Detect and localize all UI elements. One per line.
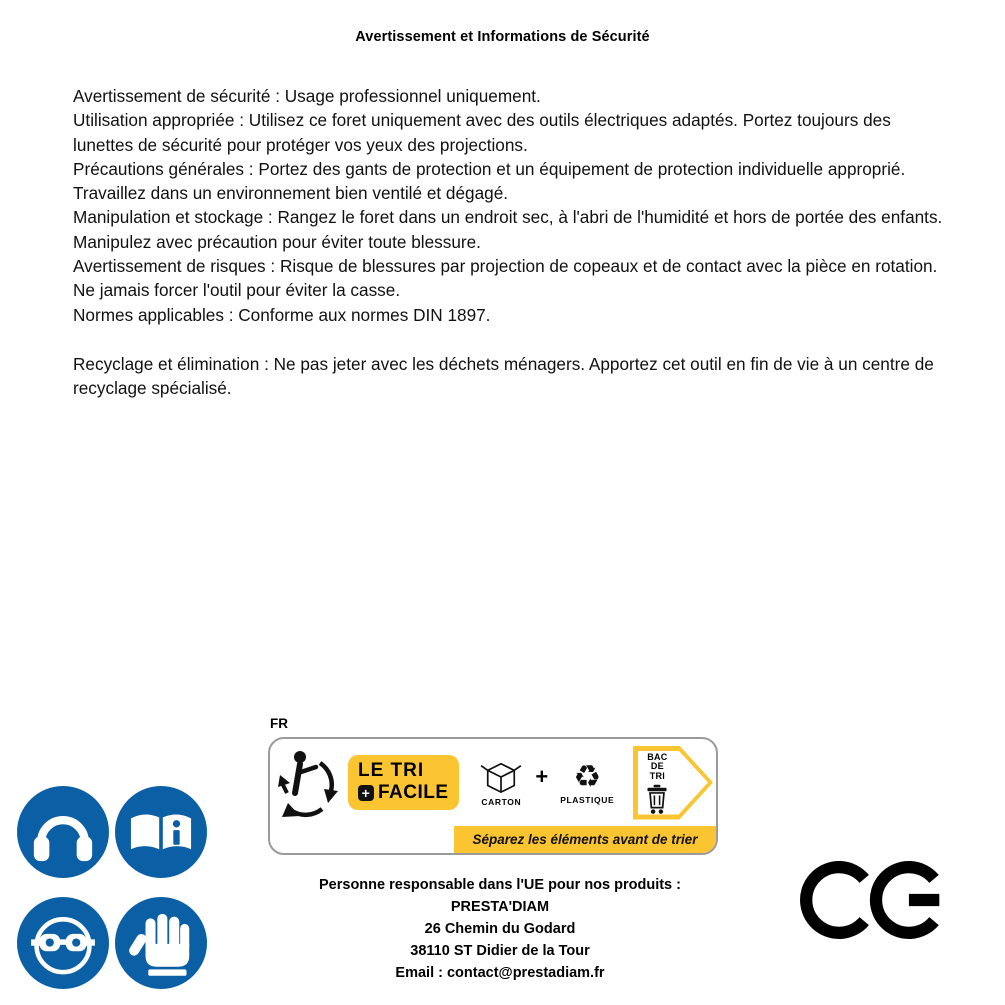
responsible-block — [250, 874, 750, 984]
cardboard-box-icon — [479, 759, 523, 795]
recycling-triangle-icon: ♻ — [573, 758, 602, 794]
bac-de-tri-tag — [633, 746, 713, 820]
mandatory-pictogram-grid — [17, 786, 207, 989]
recycling-info-label — [268, 737, 718, 855]
safety-paragraph: Précautions générales : Portez des gants de protection et un équipement de protection individuelle approprié. Travaillez dans un environnement bien ventilé et dégagé. — [73, 158, 906, 204]
waste-bin-icon — [644, 783, 670, 815]
email-line: Email : contact@prestadiam.fr — [395, 965, 605, 981]
carton-label: CARTON — [481, 796, 522, 807]
plastique-label: PLASTIQUE — [560, 794, 615, 805]
safety-paragraph: Utilisation appropriée : Utilisez ce foret uniquement avec des outils électriques adaptés. Portez toujours des lunettes de sécurité pour protéger vos yeux des projections. — [73, 110, 891, 155]
bac-content — [635, 753, 680, 821]
triman-recycling-icon — [276, 747, 340, 819]
safety-paragraph: Manipulation et stockage : Rangez le foret dans un endroit sec, à l'abri de l'humidité et hors de portée des enfants. Manipulez avec précaution pour éviter toute blessure. — [73, 207, 943, 252]
page-title: Avertissement et Informations de Sécurité — [355, 29, 650, 45]
address-line1: 26 Chemin du Godard — [424, 921, 576, 937]
responsible-heading: Personne responsable dans l'UE pour nos produits : — [319, 877, 681, 893]
pictogram-read-manual — [115, 786, 207, 878]
safety-paragraph: Avertissement de risques : Risque de blessures par projection de copeaux et de contact avec la pièce en rotation. Ne jamais forcer l'outil pour éviter la casse. — [73, 256, 938, 301]
fr-country-label: FR — [270, 716, 288, 731]
pictogram-eye-protection — [17, 897, 109, 989]
bac-label-line: TRI — [649, 770, 666, 781]
material-plastique — [560, 758, 615, 805]
plus-icon: + — [358, 785, 374, 801]
company-name: PRESTA'DIAM — [450, 899, 550, 915]
ce-marking-icon — [798, 850, 950, 950]
pictogram-protective-gloves — [115, 897, 207, 989]
pictogram-ear-protection — [17, 786, 109, 878]
safety-paragraph: Recyclage et élimination : Ne pas jeter avec les déchets ménagers. Apportez cet outil en fin de vie à un centre de recyclage spécialisé. — [73, 353, 934, 399]
read-instruction-manual-icon — [120, 791, 202, 873]
bac-label-line: BAC — [647, 751, 668, 762]
ce-mark — [798, 850, 950, 955]
facile-text: FACILE — [378, 782, 449, 803]
safety-paragraph: Avertissement de sécurité : Usage professionnel uniquement. — [73, 86, 541, 106]
recycling-label-top-row — [270, 739, 716, 826]
address-line2: 38110 ST Didier de la Tour — [410, 943, 590, 959]
le-tri-facile-logo — [348, 755, 459, 810]
sorting-tagline: Séparez les éléments avant de trier — [454, 826, 716, 853]
bac-label-line: DE — [650, 761, 664, 771]
plus-separator: + — [535, 763, 549, 789]
le-tri-text: LE TRI — [358, 760, 425, 781]
triman-logo — [270, 747, 346, 819]
wear-protective-gloves-icon — [120, 902, 202, 984]
materials-row — [461, 759, 633, 807]
safety-paragraph: Normes applicables : Conforme aux normes DIN 1897. — [73, 304, 491, 325]
material-carton — [479, 759, 523, 807]
wear-eye-protection-icon — [22, 902, 104, 984]
wear-ear-protection-icon — [22, 791, 104, 873]
safety-text-block — [73, 84, 951, 401]
facile-text-row — [358, 782, 449, 804]
